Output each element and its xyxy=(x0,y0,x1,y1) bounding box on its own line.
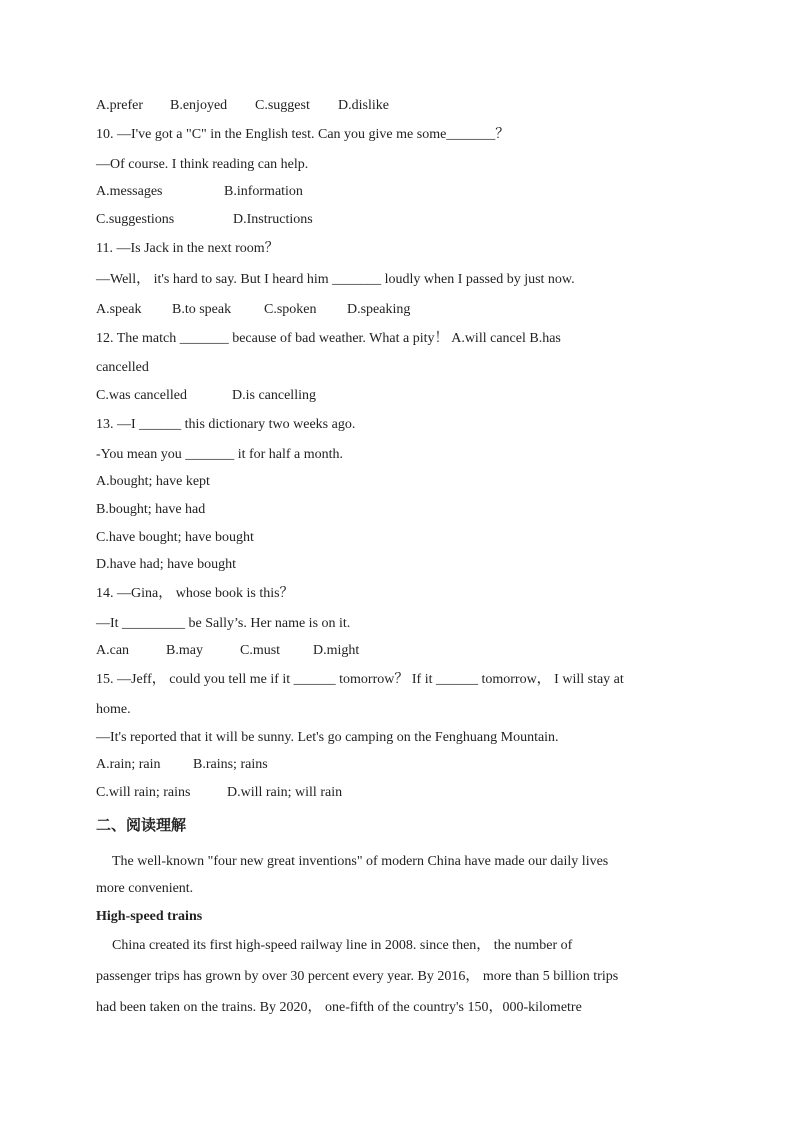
q10-options-row1 xyxy=(96,183,303,201)
q10-options-row2 xyxy=(96,211,313,229)
q12-stem: 12. The match _______ because of bad weather. What a pity！ A.will cancel B.has xyxy=(96,331,561,346)
q13-option-b: B.bought; have had xyxy=(96,502,206,517)
q15-options-row2 xyxy=(96,784,342,802)
q10-option-d: D.Instructions xyxy=(233,212,313,227)
q12-option-d: D.is cancelling xyxy=(232,388,316,403)
q14-option-b: B.may xyxy=(166,643,203,658)
q13-option-c: C.have bought; have bought xyxy=(96,530,254,545)
q14-stem: 14. —Gina， whose book is this？ xyxy=(96,586,294,601)
q10-option-b: B.information xyxy=(224,184,303,199)
q10-stem: 10. —I've got a "C" in the English test. Can you give me some_______？ xyxy=(96,127,510,142)
reading-subheading: High-speed trains xyxy=(96,909,203,924)
q14-options xyxy=(96,642,359,660)
q12-stem-cont: cancelled xyxy=(96,360,149,375)
reading-intro-line1: The well-known "four new great inventions" of modern China have made our daily lives xyxy=(112,854,609,869)
q9-option-c: C.suggest xyxy=(255,98,310,113)
q9-option-a: A.prefer xyxy=(96,98,144,113)
q15-option-d: D.will rain; will rain xyxy=(227,785,343,800)
reading-intro-line2: more convenient. xyxy=(96,881,194,896)
q13-stem: 13. —I ______ this dictionary two weeks ago. xyxy=(96,417,356,432)
q11-option-d: D.speaking xyxy=(347,302,411,317)
q15-stem: 15. —Jeff， could you tell me if it ______ tomorrow？ If it ______ tomorrow， I will stay at xyxy=(96,672,624,687)
q11-option-b: B.to speak xyxy=(172,302,232,317)
q9-options xyxy=(96,97,389,115)
section-heading: 二、阅读理解 xyxy=(96,816,187,834)
q10-option-c: C.suggestions xyxy=(96,212,175,227)
q13-reply: -You mean you _______ it for half a month. xyxy=(96,447,344,462)
q15-reply: —It's reported that it will be sunny. Let's go camping on the Fenghuang Mountain. xyxy=(96,730,559,745)
q12-options xyxy=(96,387,316,405)
q14-option-c: C.must xyxy=(240,643,281,658)
reading-para-line1: China created its first high-speed railway line in 2008. since then， the number of xyxy=(112,938,573,953)
q10-reply: —Of course. I think reading can help. xyxy=(96,157,309,172)
q9-option-d: D.dislike xyxy=(338,98,389,113)
q15-stem-cont: home. xyxy=(96,702,131,717)
q11-stem: 11. —Is Jack in the next room？ xyxy=(96,241,279,256)
q14-reply: —It _________ be Sally’s. Her name is on it. xyxy=(96,616,351,631)
q14-option-d: D.might xyxy=(313,643,360,658)
q15-option-b: B.rains; rains xyxy=(193,757,268,772)
q15-option-c: C.will rain; rains xyxy=(96,785,191,800)
q11-option-c: C.spoken xyxy=(264,302,317,317)
reading-para-line2: passenger trips has grown by over 30 percent every year. By 2016， more than 5 billion trips xyxy=(96,969,619,984)
q9-option-b: B.enjoyed xyxy=(170,98,228,113)
q15-option-a: A.rain; rain xyxy=(96,757,161,772)
q11-reply: —Well， it's hard to say. But I heard him _______ loudly when I passed by just now. xyxy=(96,272,575,287)
q11-options xyxy=(96,301,410,319)
q15-options-row1 xyxy=(96,756,268,774)
reading-para-line3: had been taken on the trains. By 2020， one-fifth of the country's 150，000-kilometre xyxy=(96,1000,582,1015)
q11-option-a: A.speak xyxy=(96,302,142,317)
q10-option-a: A.messages xyxy=(96,184,163,199)
q14-option-a: A.can xyxy=(96,643,130,658)
q13-option-d: D.have had; have bought xyxy=(96,557,236,572)
q13-option-a: A.bought; have kept xyxy=(96,474,210,489)
q12-option-c: C.was cancelled xyxy=(96,388,187,403)
